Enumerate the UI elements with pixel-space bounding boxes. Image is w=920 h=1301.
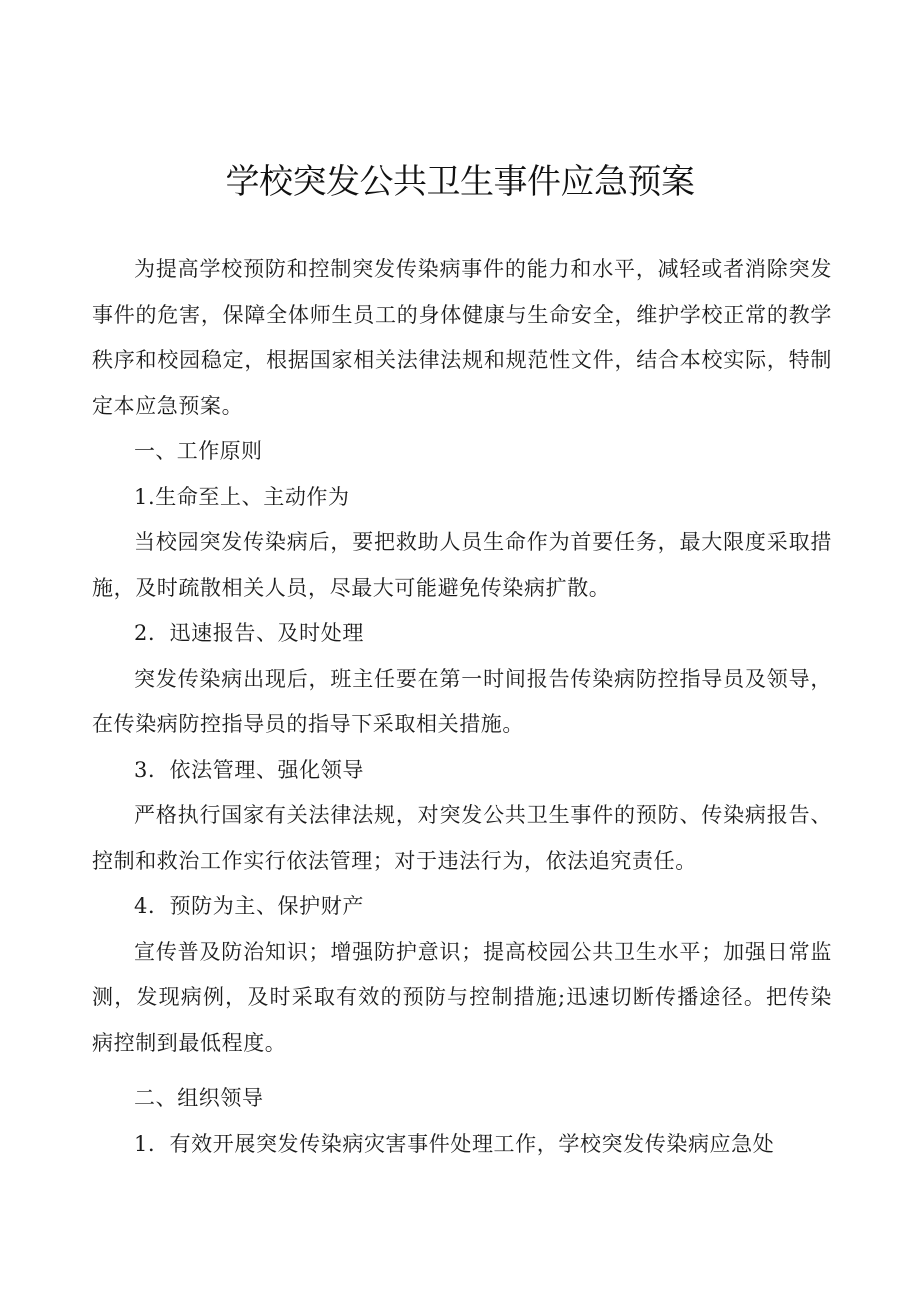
principle-4-text: 宣传普及防治知识；增强防护意识；提高校园公共卫生水平；加强日常监测，发现病例，及时采取有效的预防与控制措施;迅速切断传播途径。把传染病控制到最低程度。 — [92, 939, 832, 1055]
section-heading-principles: 一、工作原则 — [134, 439, 263, 463]
section-heading-organization: 二、组织领导 — [134, 1086, 264, 1110]
principle-4-heading: 4．预防为主、保护财产 — [134, 894, 364, 918]
principle-1-text: 当校园突发传染病后，要把救助人员生命作为首要任务，最大限度采取措施，及时疏散相关人员，尽最大可能避免传染病扩散。 — [92, 530, 832, 600]
organization-item-1-text: 1．有效开展突发传染病灾害事件处理工作，学校突发传染病应急处 — [134, 1131, 775, 1156]
principle-2-text: 突发传染病出现后，班主任要在第一时间报告传染病防控指导员及领导，在传染病防控指导员的指导下采取相关措施。 — [92, 666, 832, 736]
principle-3-text: 严格执行国家有关法律法规，对突发公共卫生事件的预防、传染病报告、控制和救治工作实行依法管理；对于违法行为，依法追究责任。 — [92, 803, 832, 873]
principle-2-heading: 2．迅速报告、及时处理 — [134, 621, 364, 645]
intro-paragraph: 为提高学校预防和控制突发传染病事件的能力和水平，减轻或者消除突发事件的危害，保障全体师生员工的身体健康与生命安全，维护学校正常的教学秩序和校园稳定，根据国家相关法律法规和规范性文件，结合本校实际，特制定本应急预案。 — [92, 257, 832, 418]
principle-1-heading: 1.生命至上、主动作为 — [134, 484, 350, 509]
document-body — [92, 247, 832, 1167]
principle-3-heading: 3．依法管理、强化领导 — [134, 757, 364, 782]
section-spacer — [92, 1066, 832, 1076]
document-title: 学校突发公共卫生事件应急预案 — [225, 162, 695, 202]
